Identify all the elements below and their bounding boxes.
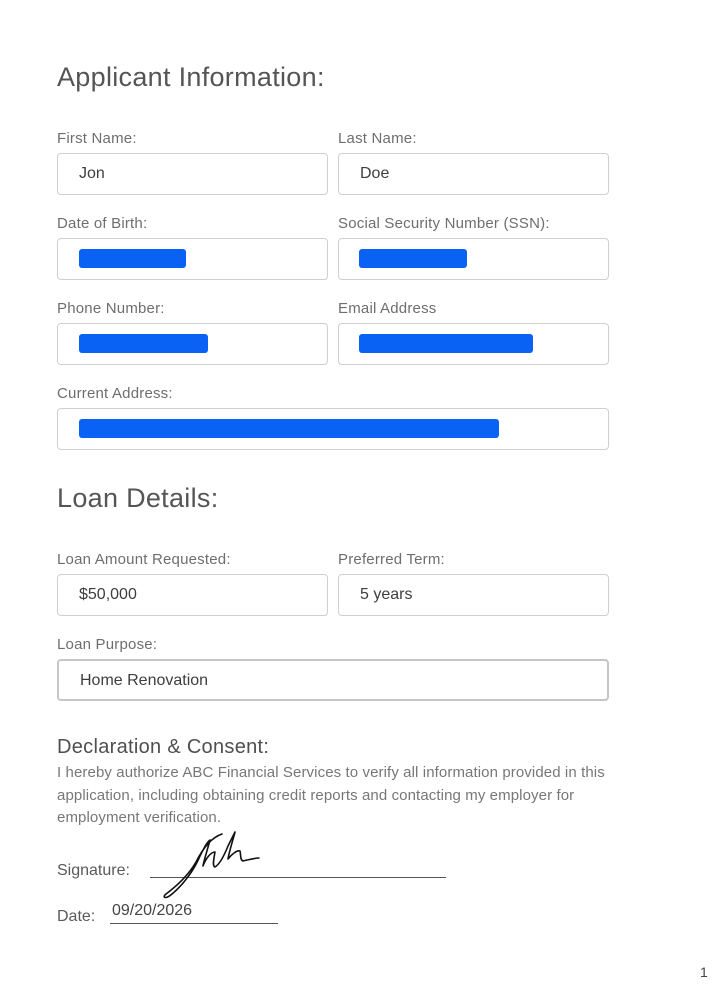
email-redaction	[359, 334, 533, 353]
date-line[interactable]	[110, 923, 278, 924]
handwritten-signature	[160, 828, 270, 900]
date-value: 09/20/2026	[112, 902, 193, 919]
ssn-label: Social Security Number (SSN):	[338, 215, 550, 232]
loan-amount-field[interactable]: $50,000	[57, 574, 328, 616]
declaration-title: Declaration & Consent:	[57, 736, 270, 758]
last-name-label: Last Name:	[338, 130, 417, 147]
preferred-term-label: Preferred Term:	[338, 551, 445, 568]
dob-redaction	[79, 249, 186, 268]
phone-field[interactable]	[57, 323, 328, 365]
email-label: Email Address	[338, 300, 437, 317]
ssn-redaction	[359, 249, 467, 268]
email-field[interactable]	[338, 323, 609, 365]
signature-label: Signature:	[57, 862, 130, 879]
preferred-term-field[interactable]: 5 years	[338, 574, 609, 616]
loan-purpose-label: Loan Purpose:	[57, 636, 158, 653]
address-redaction	[79, 419, 499, 438]
address-field[interactable]	[57, 408, 609, 450]
ssn-field[interactable]	[338, 238, 609, 280]
applicant-section-title: Applicant Information:	[57, 62, 325, 92]
page-number: 1	[700, 964, 708, 980]
date-label: Date:	[57, 908, 96, 925]
first-name-label: First Name:	[57, 130, 137, 147]
dob-label: Date of Birth:	[57, 215, 148, 232]
first-name-field[interactable]: Jon	[57, 153, 328, 195]
address-label: Current Address:	[57, 385, 173, 402]
loan-amount-label: Loan Amount Requested:	[57, 551, 231, 568]
loan-purpose-field[interactable]: Home Renovation	[57, 659, 609, 701]
phone-redaction	[79, 334, 208, 353]
last-name-field[interactable]: Doe	[338, 153, 609, 195]
loan-section-title: Loan Details:	[57, 483, 219, 513]
consent-text: I hereby authorize ABC Financial Services to verify all information provided in this application, including obtaining credit reports and contacting my employer for employment verification.	[57, 764, 605, 826]
phone-label: Phone Number:	[57, 300, 165, 317]
dob-field[interactable]	[57, 238, 328, 280]
